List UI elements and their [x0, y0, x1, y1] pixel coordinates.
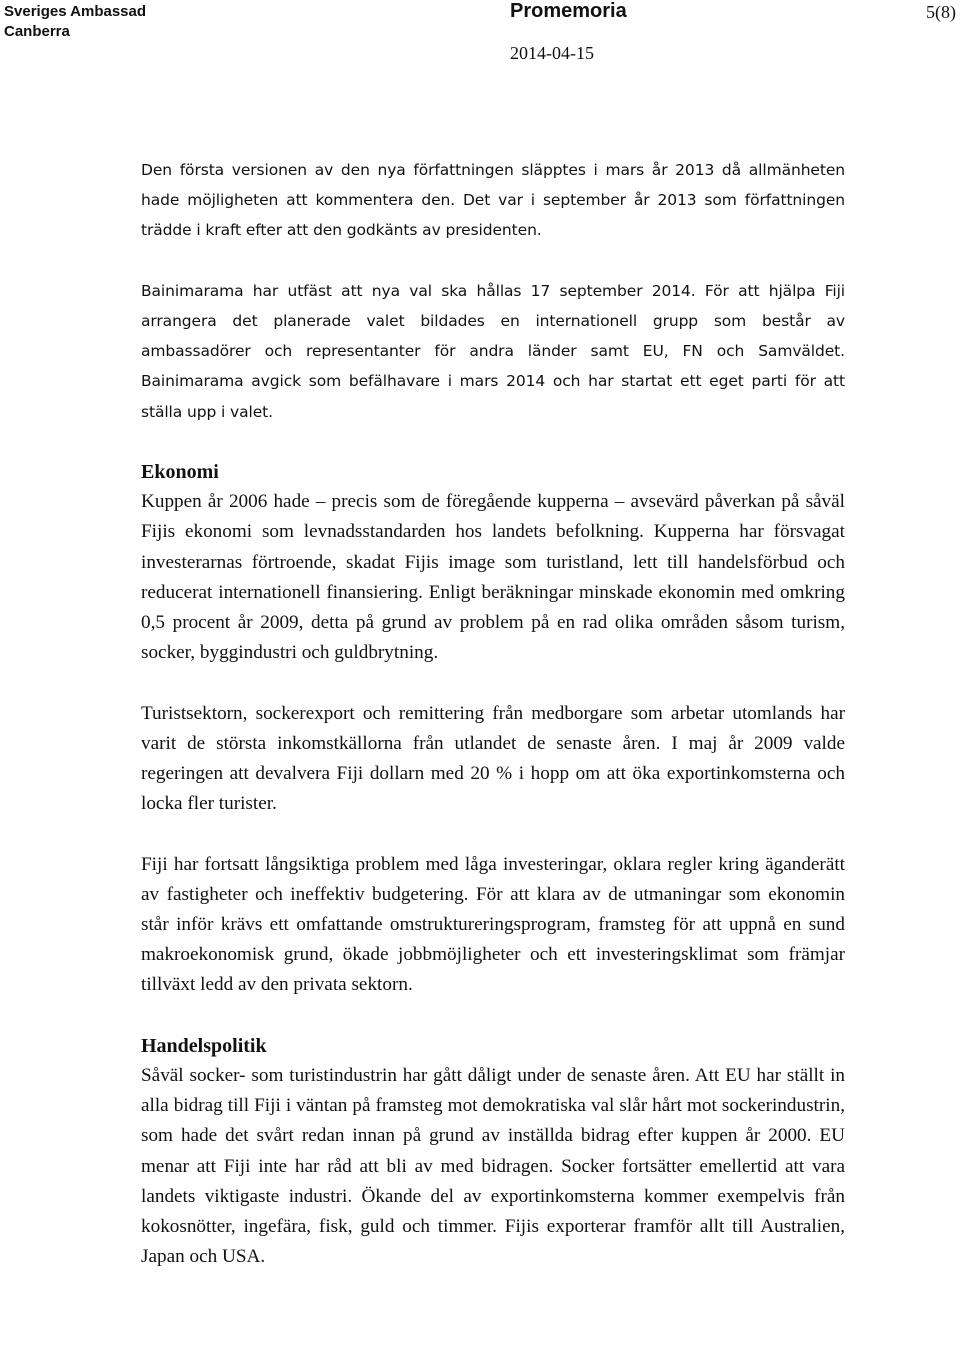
paragraph-trade: Såväl socker- som turistindustrin har gått dåligt under de senaste åren. Att EU har ställt in alla bidrag till Fiji i väntan på framsteg mot demokratiska val slår hårt mot sockerindustrin, som hade det svårt redan innan på grund av inställda bidrag efter kuppen år 2000. EU menar att Fiji inte har råd att bli av med bidragen. Socker fortsätter emellertid att vara landets viktigaste industri. Ökande del av exportinkomsterna kommer exempelvis från kokosnötter, ingefära, fisk, guld och timmer. Fijis exporterar framför allt till Australien, Japan och USA. — [141, 1065, 845, 1268]
document-date: 2014-04-15 — [510, 43, 594, 63]
heading-ekonomi: Ekonomi — [141, 461, 219, 483]
paragraph-elections: Bainimarama har utfäst att nya val ska hållas 17 september 2014. För att hjälpa Fiji arrangera det planerade valet bildades en internationell grupp som består av ambassadörer och representanter för andra länder samt EU, FN och Samväldet. Bainimarama avgick som befälhavare i mars 2014 och har startat ett eget parti för att ställa upp i valet. — [141, 281, 845, 421]
paragraph-income-sources: Turistsektorn, sockerexport och remittering från medborgare som arbetar utomlands har varit de största inkomstkällorna från utlandet de senaste åren. I maj år 2009 valde regeringen att devalvera Fiji dollarn med 20 % i hopp om att öka exportinkomsterna och locka fler turister. — [141, 702, 845, 815]
page-number: 5(8) — [926, 2, 956, 22]
paragraph-constitution: Den första versionen av den nya författningen släpptes i mars år 2013 då allmänheten hade möjligheten att kommentera den. Det var i september år 2013 som författningen trädde i kraft efter att den godkänts av presidenten. — [141, 161, 845, 240]
document-title: Promemoria — [510, 0, 627, 22]
memo-body — [141, 155, 845, 1272]
sender-city: Canberra — [4, 23, 70, 40]
paragraph-coup-impact: Kuppen år 2006 hade – precis som de föregående kupperna – avsevärd påverkan på såväl Fijis ekonomi som levnadsstandarden hos landets befolkning. Kupperna har försvagat investerarnas förtroende, skadat Fijis image som turistland, lett till handelsförbud och reducerat internationell finansiering. Enligt beräkningar minskade ekonomin med omkring 0,5 procent år 2009, detta på grund av problem på en rad olika områden såsom turism, socker, byggindustri och guldbrytning. — [141, 491, 845, 664]
sender-block — [4, 2, 146, 42]
heading-handelspolitik: Handelspolitik — [141, 1034, 267, 1057]
organisation-name: Sveriges Ambassad — [4, 3, 147, 20]
paragraph-long-term-problems: Fiji har fortsatt långsiktiga problem med låga investeringar, oklara regler kring äganderätt av fastigheter och ineffektiv budgetering. För att klara av de utmaningar som ekonomin står inför krävs ett omfattande omstruktureringsprogram, framsteg för att uppnå en sund makroekonomisk grund, ökade jobbmöjligheter och ett investeringsklimat som främjar tillväxt ledd av den privata sektorn. — [141, 853, 845, 996]
